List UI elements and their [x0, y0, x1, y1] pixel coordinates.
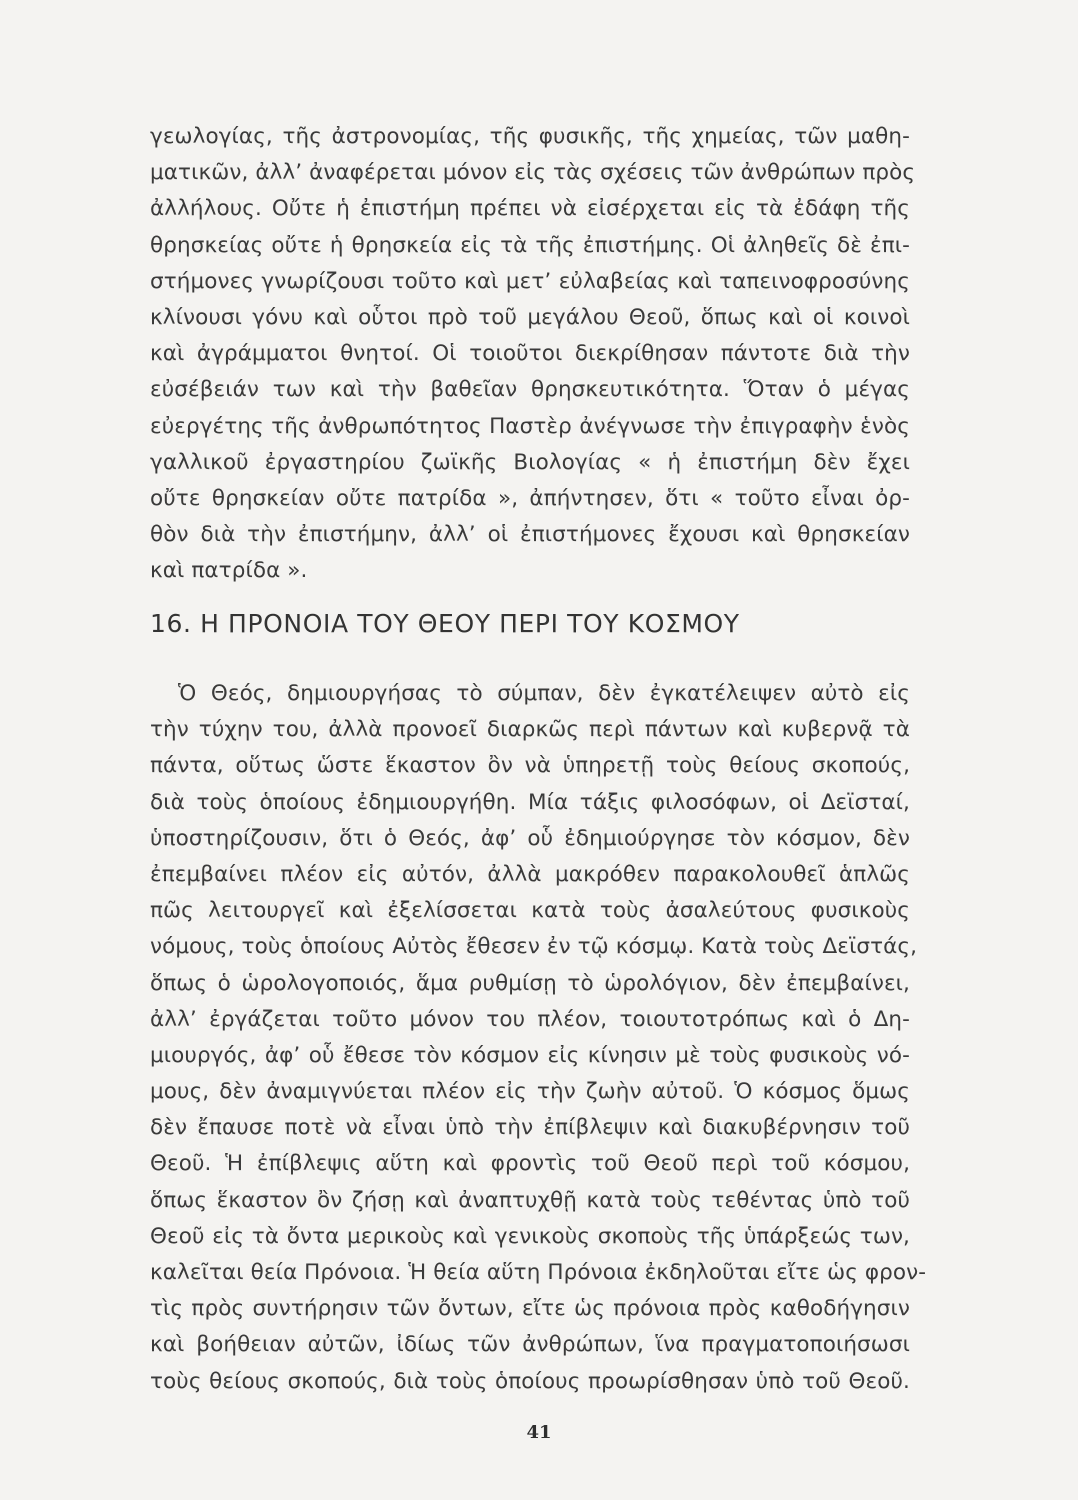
text-line: ἐπεμβαίνει πλέον εἰς αὐτόν, ἀλλὰ μακρόθεν παρακολουθεῖ ἁπλῶς: [150, 861, 910, 887]
text-line: θὸν διὰ τὴν ἐπιστήμην, ἀλλ’ οἱ ἐπιστήμονες ἔχουσι καὶ θρησκείαν: [150, 522, 910, 548]
text-line: ἀλλ’ ἐργάζεται τοῦτο μόνον του πλέον, τοιουτοτρόπως καὶ ὁ Δη-: [150, 1006, 910, 1032]
text-line: δὲν ἔπαυσε ποτὲ νὰ εἶναι ὑπὸ τὴν ἐπίβλεψιν καὶ διακυβέρνησιν τοῦ: [150, 1115, 910, 1141]
text-line: τοὺς θείους σκοπούς, διὰ τοὺς ὁποίους προωρίσθησαν ὑπὸ τοῦ Θεοῦ.: [150, 1368, 910, 1394]
text-line: μους, δὲν ἀναμιγνύεται πλέον εἰς τὴν ζωὴν αὐτοῦ. Ὁ κόσμος ὅμως: [150, 1079, 910, 1105]
text-line: γεωλογίας, τῆς ἀστρονομίας, τῆς φυσικῆς, τῆς χημείας, τῶν μαθη-: [150, 124, 910, 149]
text-line: διὰ τοὺς ὁποίους ἐδημιουργήθη. Μία τάξις φιλοσόφων, οἱ Δεϊσταί,: [150, 789, 910, 815]
text-line: οὔτε θρησκείαν οὔτε πατρίδα », ἀπήντησεν, ὅτι « τοῦτο εἶναι ὀρ-: [150, 485, 910, 511]
text-line: τὴν τύχην του, ἀλλὰ προνοεῖ διαρκῶς περὶ πάντων καὶ κυβερνᾷ τὰ: [150, 717, 910, 743]
text-line: κλίνουσι γόνυ καὶ οὗτοι πρὸ τοῦ μεγάλου Θεοῦ, ὅπως καὶ οἱ κοινοὶ: [150, 304, 910, 330]
text-line: καὶ πατρίδα ».: [150, 558, 308, 584]
text-line: Θεοῦ. Ἡ ἐπίβλεψις αὕτη καὶ φροντὶς τοῦ Θεοῦ περὶ τοῦ κόσμου,: [150, 1151, 910, 1177]
text-line: καλεῖται θεία Πρόνοια. Ἡ θεία αὕτη Πρόνοια ἐκδηλοῦται εἴτε ὡς φρον-: [150, 1260, 927, 1285]
text-line: ὅπως ἕκαστον ὂν ζήσῃ καὶ ἀναπτυχθῇ κατὰ τοὺς τεθέντας ὑπὸ τοῦ: [150, 1187, 910, 1213]
text-line: εὐσέβειάν των καὶ τὴν βαθεῖαν θρησκευτικότητα. Ὅταν ὁ μέγας: [150, 377, 910, 403]
text-line: Θεοῦ εἰς τὰ ὄντα μερικοὺς καὶ γενικοὺς σκοποὺς τῆς ὑπάρξεώς των,: [150, 1223, 910, 1249]
text-line: στήμονες γνωρίζουσι τοῦτο καὶ μετ’ εὐλαβείας καὶ ταπεινοφροσύνης: [150, 268, 910, 294]
text-line: μιουργός, ἀφ’ οὗ ἔθεσε τὸν κόσμον εἰς κίνησιν μὲ τοὺς φυσικοὺς νό-: [150, 1042, 910, 1068]
text-line: πάντα, οὕτως ὥστε ἕκαστον ὂν νὰ ὑπηρετῇ τοὺς θείους σκοπούς,: [150, 753, 910, 779]
text-line: καὶ βοήθειαν αὐτῶν, ἰδίως τῶν ἀνθρώπων, ἵνα πραγματοποιήσωσι: [150, 1332, 910, 1358]
text-line: πῶς λειτουργεῖ καὶ ἐξελίσσεται κατὰ τοὺς ἀσαλεύτους φυσικοὺς: [150, 898, 910, 924]
text-line: ὅπως ὁ ὡρολογοποιός, ἅμα ρυθμίσῃ τὸ ὡρολόγιον, δὲν ἐπεμβαίνει,: [150, 970, 910, 996]
text-line: καὶ ἀγράμματοι θνητοί. Οἱ τοιοῦτοι διεκρίθησαν πάντοτε διὰ τὴν: [150, 341, 910, 367]
text-line: θρησκείας οὔτε ἡ θρησκεία εἰς τὰ τῆς ἐπιστήμης. Οἱ ἀληθεῖς δὲ ἐπι-: [150, 232, 910, 258]
text-line: ἀλλήλους. Οὔτε ἡ ἐπιστήμη πρέπει νὰ εἰσέρχεται εἰς τὰ ἐδάφη τῆς: [150, 196, 910, 222]
page-number: 41: [526, 1422, 552, 1443]
text-line: νόμους, τοὺς ὁποίους Αὐτὸς ἔθεσεν ἐν τῷ κόσμῳ. Κατὰ τοὺς Δεϊστάς,: [150, 934, 918, 960]
paragraph-providence: [150, 676, 927, 1400]
text-line: εὐεργέτης τῆς ἀνθρωπότητος Παστὲρ ἀνέγνωσε τὴν ἐπιγραφὴν ἑνὸς: [150, 413, 910, 439]
text-line: ὑποστηρίζουσιν, ὅτι ὁ Θεός, ἀφ’ οὗ ἐδημιούργησε τὸν κόσμον, δὲν: [150, 825, 910, 851]
text-line: ματικῶν, ἀλλ’ ἀναφέρεται μόνον εἰς τὰς σχέσεις τῶν ἀνθρώπων πρὸς: [150, 160, 916, 186]
text-line: γαλλικοῦ ἐργαστηρίου ζωϊκῆς Βιολογίας « ἡ ἐπιστήμη δὲν ἔχει: [150, 449, 910, 475]
paragraph-continued: [150, 119, 916, 589]
text-line: τὶς πρὸς συντήρησιν τῶν ὄντων, εἴτε ὡς πρόνοια πρὸς καθοδήγησιν: [150, 1296, 910, 1322]
section-heading: 16. Η ΠΡΟΝΟΙΑ ΤΟΥ ΘΕΟΥ ΠΕΡΙ ΤΟΥ ΚΟΣΜΟΥ: [150, 609, 740, 638]
text-line-indented: Ὁ Θεός, δημιουργήσας τὸ σύμπαν, δὲν ἐγκατέλειψεν αὐτὸ εἰς: [178, 681, 910, 706]
